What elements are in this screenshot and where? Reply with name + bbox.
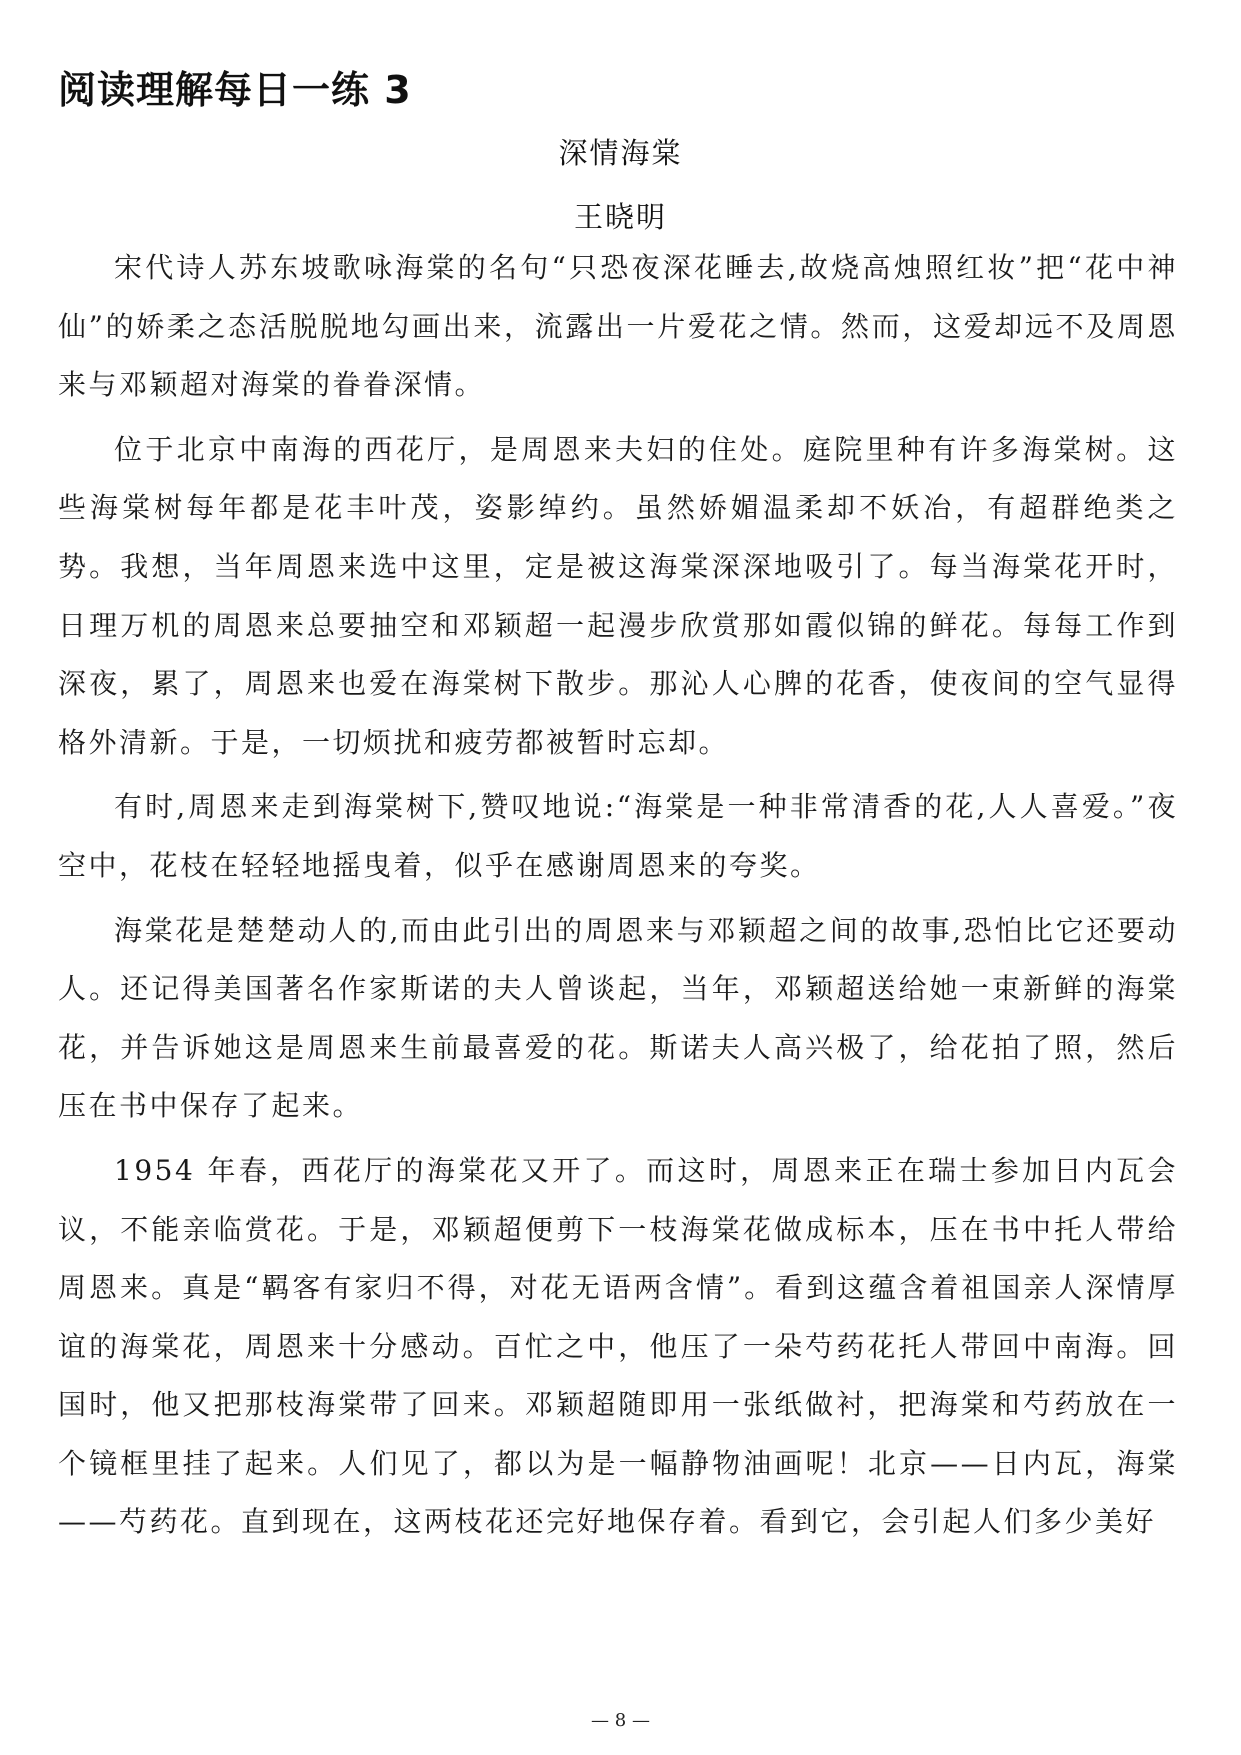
paragraph: 位于北京中南海的西花厅，是周恩来夫妇的住处。庭院里种有许多海棠树。这些海棠树每年都是花丰叶茂，姿影绰约。虽然娇媚温柔却不妖冶，有超群绝类之势。我想，当年周恩来选中这里，定是被这海棠深深地吸引了。每当海棠花开时，日理万机的周恩来总要抽空和邓颖超一起漫步欣赏那如霞似锦的鲜花。每每工作到深夜，累了，周恩来也爱在海棠树下散步。那沁人心脾的花香，使夜间的空气显得格外清新。于是，一切烦扰和疲劳都被暂时忘却。 — [58, 432, 1178, 759]
paragraph: 宋代诗人苏东坡歌咏海棠的名句“只恐夜深花睡去,故烧高烛照红妆”把“花中神仙”的娇柔之态活脱脱地勾画出来，流露出一片爱花之情。然而，这爱却远不及周恩来与邓颖超对海棠的眷眷深情。 — [58, 251, 1178, 402]
article-title: 深情海棠 — [558, 136, 683, 170]
page-number: — 8 — — [591, 1710, 650, 1731]
paragraph: 海棠花是楚楚动人的,而由此引出的周恩来与邓颖超之间的故事,恐怕比它还要动人。还记得美国著名作家斯诺的夫人曾谈起，当年，邓颖超送给她一束新鲜的海棠花，并告诉她这是周恩来生前最喜爱的花。斯诺夫人高兴极了，给花拍了照，然后压在书中保存了起来。 — [58, 913, 1178, 1123]
article-body — [58, 239, 1178, 1552]
paragraph: 1954 年春，西花厅的海棠花又开了。而这时，周恩来正在瑞士参加日内瓦会议，不能亲临赏花。于是，邓颖超便剪下一枝海棠花做成标本，压在书中托人带给周恩来。真是“羁客有家归不得，对花无语两含情”。看到这蕴含着祖国亲人深情厚谊的海棠花，周恩来十分感动。百忙之中，他压了一朵芍药花托人带回中南海。回国时，他又把那枝海棠带了回来。邓颖超随即用一张纸做衬，把海棠和芍药放在一个镜框里挂了起来。人们见了，都以为是一幅静物油画呢！北京——日内瓦，海棠——芍药花。直到现在，这两枝花还完好地保存着。看到它，会引起人们多少美好 — [58, 1153, 1178, 1539]
exercise-heading: 阅读理解每日一练 3 — [58, 68, 412, 112]
paragraph: 有时,周恩来走到海棠树下,赞叹地说:“海棠是一种非常清香的花,人人喜爱。”夜空中，花枝在轻轻地摇曳着，似乎在感谢周恩来的夸奖。 — [58, 790, 1178, 882]
article-author: 王晓明 — [573, 200, 667, 234]
